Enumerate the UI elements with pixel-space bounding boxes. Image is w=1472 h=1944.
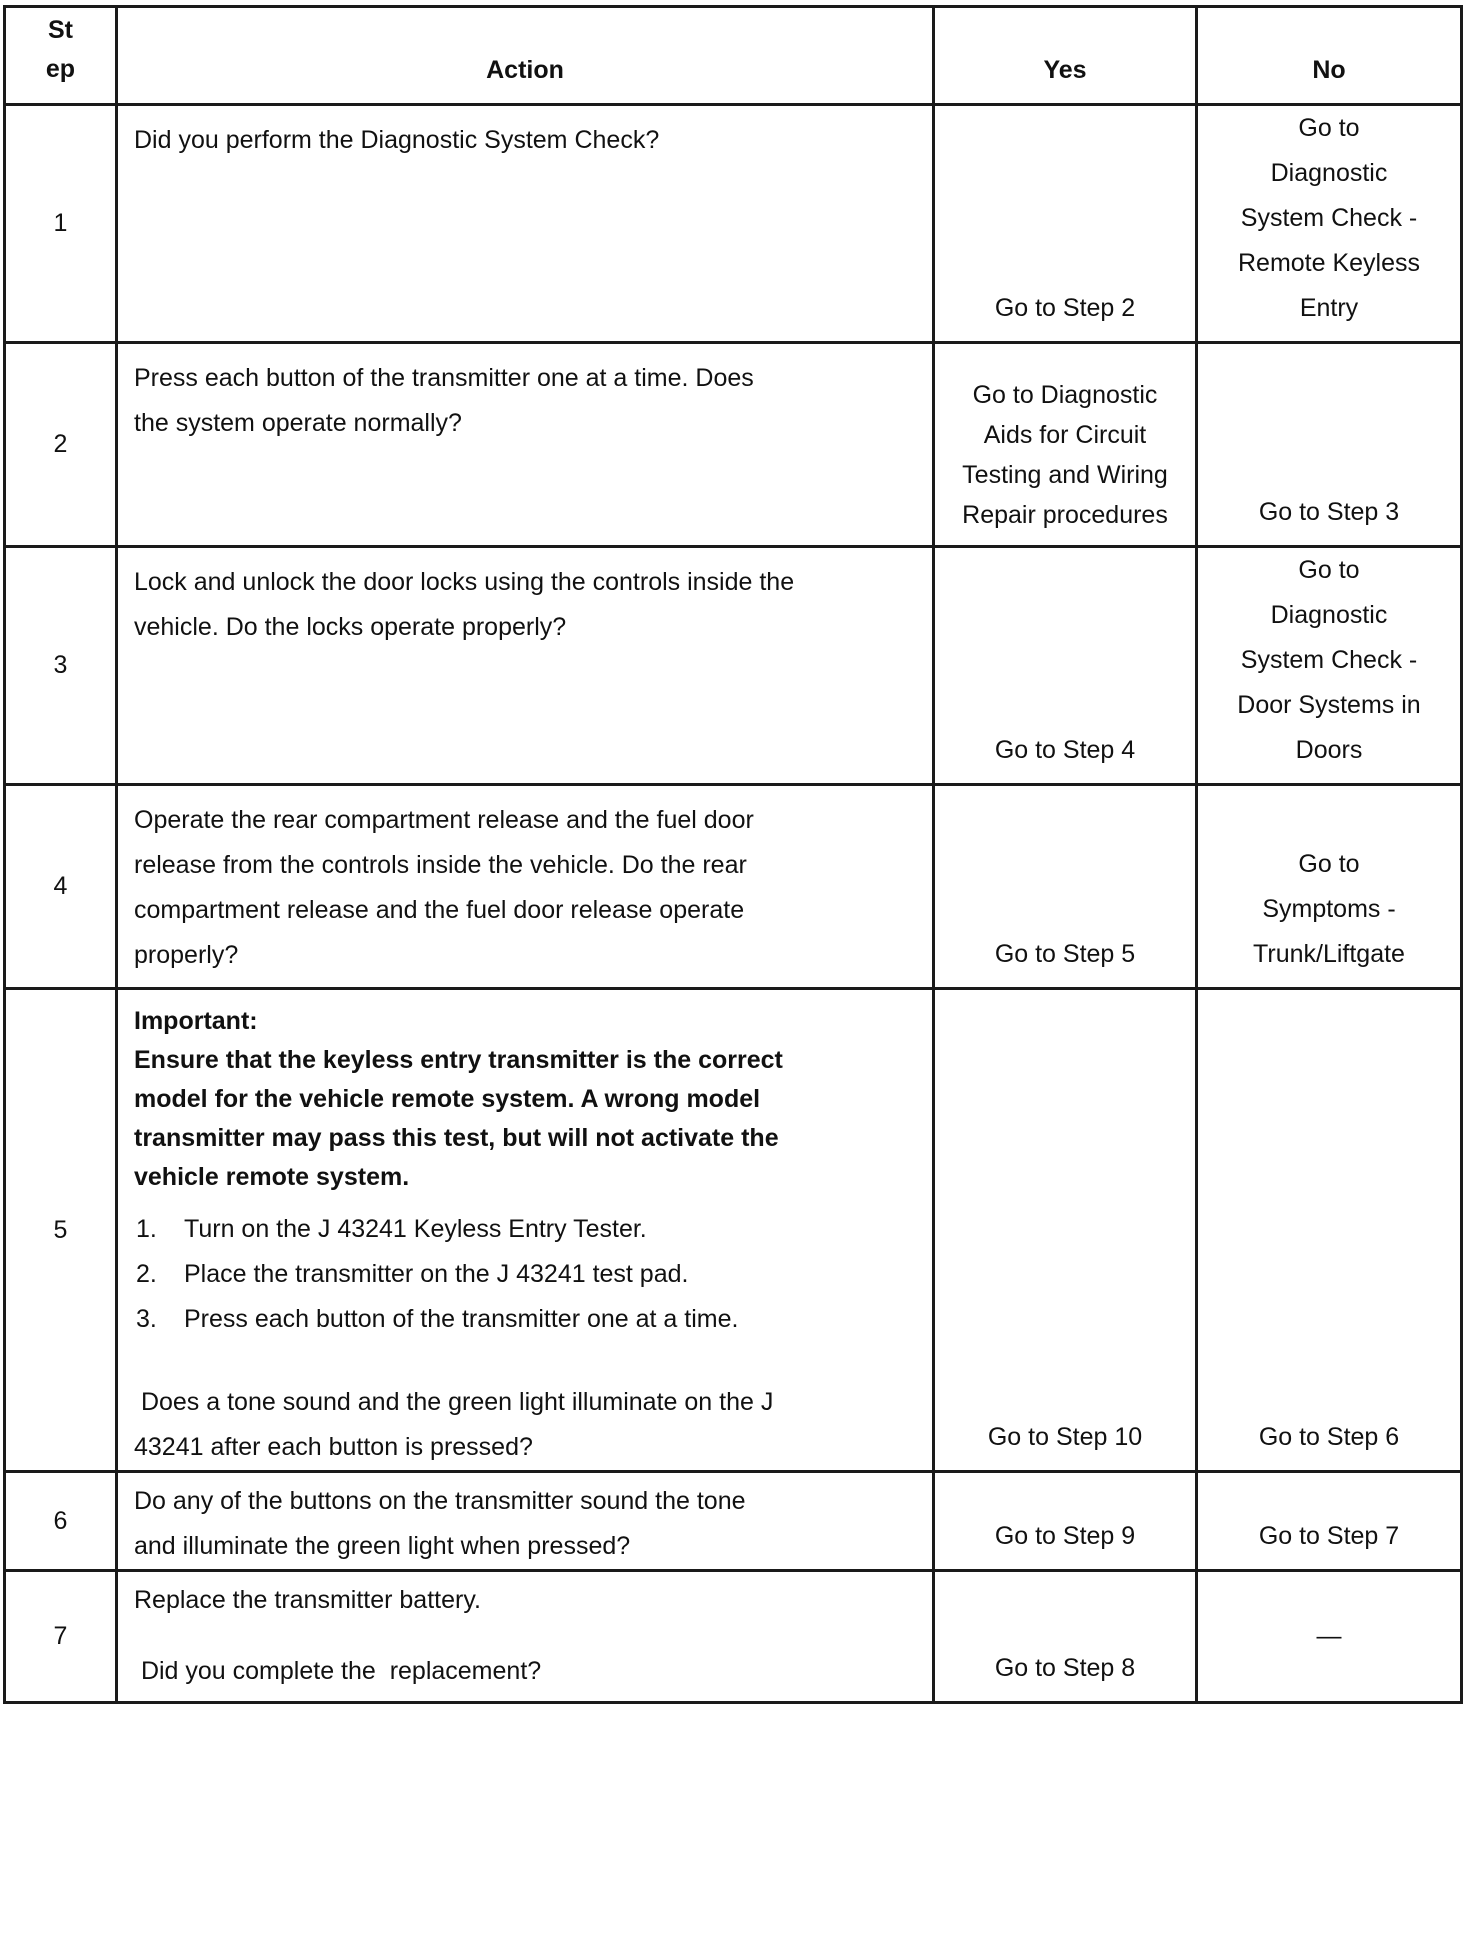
step-number: 3 [5, 547, 117, 785]
header-action: Action [117, 7, 934, 105]
no-line: Go to [1298, 556, 1360, 584]
action-line: release from the controls inside the vehicle. Do the rear [134, 851, 747, 879]
no-cell: Go to Step 7 [1197, 1472, 1462, 1571]
step-number: 6 [5, 1472, 117, 1571]
action-line: Lock and unlock the door locks using the controls inside the [134, 568, 795, 596]
action-line: Operate the rear compartment release and the fuel door [134, 806, 754, 834]
table-row [5, 785, 1462, 989]
no-cell [1197, 105, 1462, 343]
no-cell: Go to Step 3 [1197, 343, 1462, 547]
yes-cell: Go to Step 10 [934, 989, 1197, 1472]
important-line: vehicle remote system. [134, 1163, 410, 1191]
no-line: Diagnostic [1270, 159, 1388, 187]
action-line: Do any of the buttons on the transmitter sound the tone [134, 1487, 746, 1515]
yes-cell [934, 343, 1197, 547]
step-number: 2 [5, 343, 117, 547]
step-number: 5 [5, 989, 117, 1472]
yes-cell: Go to Step 4 [934, 547, 1197, 785]
no-cell: — [1197, 1571, 1462, 1703]
header-step-line2: ep [45, 55, 76, 83]
action-cell [117, 343, 934, 547]
action-line: compartment release and the fuel door release operate [134, 896, 745, 924]
important-line: model for the vehicle remote system. A wrong model [134, 1085, 761, 1113]
yes-cell: Go to Step 2 [934, 105, 1197, 343]
table-row [5, 343, 1462, 547]
step-number: 7 [5, 1571, 117, 1703]
header-no: No [1197, 7, 1462, 105]
yes-line: Testing and Wiring [962, 461, 1168, 489]
header-yes: Yes [934, 7, 1197, 105]
no-line: Remote Keyless [1237, 249, 1421, 277]
action-line: and illuminate the green light when pressed? [134, 1532, 631, 1560]
no-line: System Check - [1240, 204, 1418, 232]
list-item [134, 1207, 914, 1252]
important-line: Ensure that the keyless entry transmitter is the correct [134, 1046, 783, 1074]
action-cell [117, 785, 934, 989]
important-line: transmitter may pass this test, but will not activate the [134, 1124, 779, 1152]
spacer [134, 1342, 914, 1380]
no-line: System Check - [1240, 646, 1418, 674]
no-line: Symptoms - [1262, 895, 1396, 923]
no-cell: Go to Step 6 [1197, 989, 1462, 1472]
no-line: Doors [1295, 736, 1363, 764]
list-number: 1. [136, 1215, 157, 1243]
action-cell [117, 547, 934, 785]
action-line: the system operate normally? [134, 409, 462, 437]
list-text: Turn on the J 43241 Keyless Entry Tester. [184, 1215, 647, 1243]
header-step-line1: St [48, 16, 73, 44]
spacer [134, 1623, 914, 1649]
list-item [134, 1297, 914, 1342]
no-line: Trunk/Liftgate [1253, 940, 1405, 968]
no-line: Entry [1299, 294, 1359, 322]
question-line: 43241 after each button is pressed? [134, 1433, 533, 1461]
yes-cell: Go to Step 9 [934, 1472, 1197, 1571]
action-line: properly? [134, 941, 239, 969]
yes-line: Repair procedures [962, 501, 1168, 529]
no-line: Diagnostic [1270, 601, 1388, 629]
yes-cell: Go to Step 5 [934, 785, 1197, 989]
list-text: Press each button of the transmitter one at a time. [184, 1305, 739, 1333]
question-line: Did you complete the replacement? [134, 1657, 542, 1685]
action-line: vehicle. Do the locks operate properly? [134, 613, 567, 641]
action-cell [117, 1472, 934, 1571]
procedure-list [134, 1207, 914, 1342]
list-number: 2. [136, 1260, 157, 1288]
no-line: Go to [1298, 114, 1360, 142]
diagnostic-table [3, 5, 1463, 1704]
table-row [5, 1472, 1462, 1571]
step-number: 4 [5, 785, 117, 989]
action-cell [117, 1571, 934, 1703]
question-line: Does a tone sound and the green light illuminate on the J [134, 1388, 774, 1416]
step-number: 1 [5, 105, 117, 343]
no-line: Door Systems in [1237, 691, 1421, 719]
table-row [5, 105, 1462, 343]
no-cell [1197, 547, 1462, 785]
action-cell: Did you perform the Diagnostic System Check? [117, 105, 934, 343]
list-number: 3. [136, 1305, 157, 1333]
yes-cell: Go to Step 8 [934, 1571, 1197, 1703]
no-line: Go to [1298, 850, 1360, 878]
important-label: Important: [134, 1007, 258, 1035]
table-row [5, 1571, 1462, 1703]
header-step [5, 7, 117, 105]
action-line: Press each button of the transmitter one at a time. Does [134, 364, 754, 392]
action-cell [117, 989, 934, 1472]
no-cell [1197, 785, 1462, 989]
header-row [5, 7, 1462, 105]
yes-line: Go to Diagnostic [972, 381, 1158, 409]
action-line: Replace the transmitter battery. [134, 1586, 481, 1614]
list-text: Place the transmitter on the J 43241 test pad. [184, 1260, 689, 1288]
list-item [134, 1252, 914, 1297]
table-row [5, 989, 1462, 1472]
table-row [5, 547, 1462, 785]
yes-line: Aids for Circuit [983, 421, 1147, 449]
